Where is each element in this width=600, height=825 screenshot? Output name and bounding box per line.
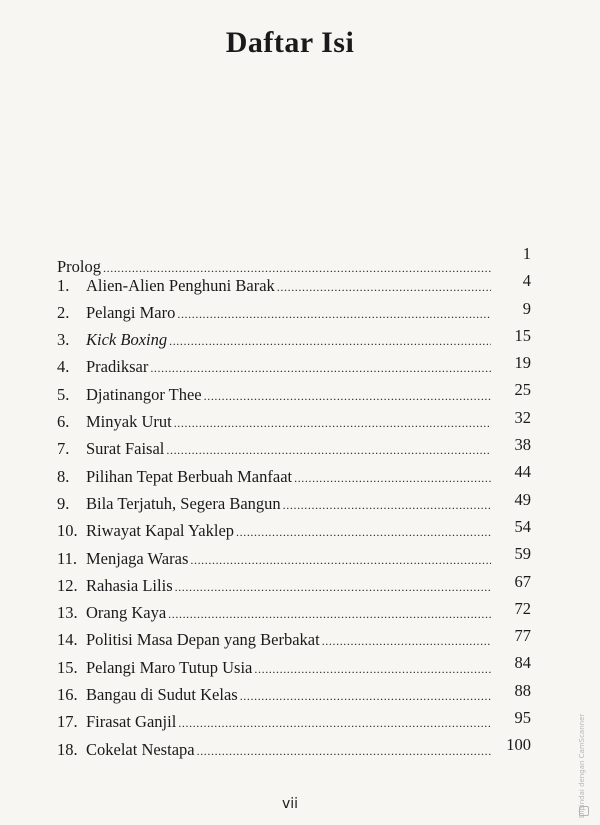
toc-entry [57, 708, 531, 735]
toc-entry-label [57, 712, 491, 732]
toc-entry-label [57, 467, 491, 487]
dot-leader [204, 389, 491, 404]
toc-entry-title: Prolog [57, 257, 102, 277]
toc-entry-title: Pelangi Maro [86, 302, 176, 322]
toc-entry-number: 16. [57, 685, 78, 705]
toc-entry [57, 353, 531, 380]
dot-leader [190, 553, 491, 568]
toc-entry [57, 544, 531, 571]
toc-entry [57, 435, 531, 462]
toc-entry-number: 10. [57, 521, 78, 541]
toc-entry-label [57, 740, 491, 760]
toc-entry-title: Pelangi Maro Tutup Usia [86, 657, 253, 677]
toc-entry [57, 735, 531, 762]
camscanner-icon [579, 806, 589, 816]
toc-entry-page: 15 [514, 325, 531, 345]
toc-entry [57, 271, 531, 298]
scanner-watermark: Dipindai dengan CamScanner [578, 713, 586, 818]
toc-entry-page: 9 [522, 298, 531, 318]
toc-entry-number: 5. [57, 384, 70, 404]
dot-leader [322, 634, 491, 649]
toc-entry-page: 4 [522, 271, 531, 291]
toc-entry [57, 572, 531, 599]
dot-leader [277, 280, 491, 295]
toc-entry-number: 6. [57, 412, 70, 432]
toc-entry-title: Pradiksar [86, 357, 149, 377]
toc-entry-number: 15. [57, 657, 78, 677]
toc-entry-label [57, 576, 491, 596]
toc-entry-page: 77 [514, 626, 531, 646]
toc-entry-number: 13. [57, 603, 78, 623]
toc-entry-page: 95 [514, 708, 531, 728]
dot-leader [197, 744, 491, 759]
toc-entry-title: Minyak Urut [86, 412, 172, 432]
table-of-contents [57, 244, 531, 763]
toc-entry-label [57, 630, 491, 650]
toc-entry-number: 11. [57, 548, 78, 568]
toc-entry-page: 25 [514, 380, 531, 400]
toc-entry [57, 462, 531, 489]
toc-entry-page: 49 [514, 489, 531, 509]
toc-entry-page: 1 [522, 244, 531, 263]
toc-entry-number: 14. [57, 630, 78, 650]
dot-leader [177, 307, 491, 322]
toc-entry-title: Orang Kaya [86, 603, 167, 623]
toc-entry-title: Pilihan Tepat Berbuah Manfaat [86, 466, 293, 486]
toc-entry-page: 88 [514, 680, 531, 700]
toc-entry-number: 7. [57, 439, 70, 459]
dot-leader [175, 580, 491, 595]
page-title: Daftar Isi [225, 26, 355, 59]
toc-entry [57, 681, 531, 708]
toc-entry-label [57, 303, 491, 323]
toc-entry [57, 517, 531, 544]
toc-entry [57, 653, 531, 680]
toc-entry-page: 38 [514, 435, 531, 455]
toc-entry-label [57, 549, 491, 569]
toc-entry-label [57, 685, 491, 705]
toc-entry-title: Alien-Alien Penghuni Barak [86, 275, 275, 295]
toc-entry-number: 1. [57, 275, 70, 295]
toc-entry [57, 626, 531, 653]
toc-entry-title: Surat Faisal [86, 439, 165, 459]
toc-entry-label [57, 357, 491, 377]
toc-entry-label [57, 412, 491, 432]
toc-entry-label [57, 521, 491, 541]
toc-entry-title: Cokelat Nestapa [86, 739, 195, 759]
toc-entry-page: 19 [514, 353, 531, 373]
dot-leader [240, 689, 491, 704]
toc-entry [57, 326, 531, 353]
toc-entry-label [57, 494, 491, 514]
toc-entry-number: 12. [57, 575, 78, 595]
toc-entry-page: 54 [514, 516, 531, 536]
dot-leader [169, 334, 491, 349]
toc-entry-page: 44 [514, 462, 531, 482]
dot-leader [283, 498, 491, 513]
toc-entry-title: Firasat Ganjil [86, 712, 177, 732]
toc-entry-number: 2. [57, 302, 70, 322]
dot-leader [168, 607, 491, 622]
toc-entry-label [57, 603, 491, 623]
toc-entry-title: Kick Boxing [86, 330, 168, 350]
toc-entry [57, 490, 531, 517]
toc-entry [57, 244, 531, 277]
toc-entry-title: Politisi Masa Depan yang Berbakat [86, 630, 320, 650]
toc-entry-number: 17. [57, 712, 78, 732]
toc-entry-title: Djatinangor Thee [86, 384, 202, 404]
dot-leader [236, 525, 491, 540]
toc-entry-title: Menjaga Waras [86, 548, 189, 568]
toc-entry-title: Bila Terjatuh, Segera Bangun [86, 493, 281, 513]
dot-leader [166, 443, 491, 458]
dot-leader [254, 662, 491, 677]
toc-entry [57, 380, 531, 407]
toc-entry-label [57, 658, 491, 678]
toc-entry-page: 72 [514, 598, 531, 618]
toc-entry-label [57, 330, 491, 350]
toc-entry-title: Bangau di Sudut Kelas [86, 685, 238, 705]
toc-entry-number: 9. [57, 493, 70, 513]
toc-entry-title: Riwayat Kapal Yaklep [86, 521, 235, 541]
toc-entry-page: 59 [514, 544, 531, 564]
toc-entry-page: 67 [514, 571, 531, 591]
toc-entry-page: 84 [514, 653, 531, 673]
toc-entry [57, 299, 531, 326]
dot-leader [174, 416, 491, 431]
toc-entry-title: Rahasia Lilis [86, 575, 173, 595]
toc-entry-number: 4. [57, 357, 70, 377]
page-number: vii [281, 796, 299, 812]
toc-entry-page: 32 [514, 407, 531, 427]
toc-entry-number: 18. [57, 739, 78, 759]
toc-entry-number: 8. [57, 466, 70, 486]
toc-entry [57, 408, 531, 435]
toc-entry-number: 3. [57, 330, 70, 350]
dot-leader [150, 361, 491, 376]
dot-leader [178, 716, 491, 731]
toc-entry [57, 599, 531, 626]
toc-entry-label [57, 385, 491, 405]
toc-entry-label [57, 276, 491, 296]
toc-entry-page: 100 [506, 735, 531, 755]
toc-entry-label [57, 439, 491, 459]
dot-leader [294, 471, 491, 486]
